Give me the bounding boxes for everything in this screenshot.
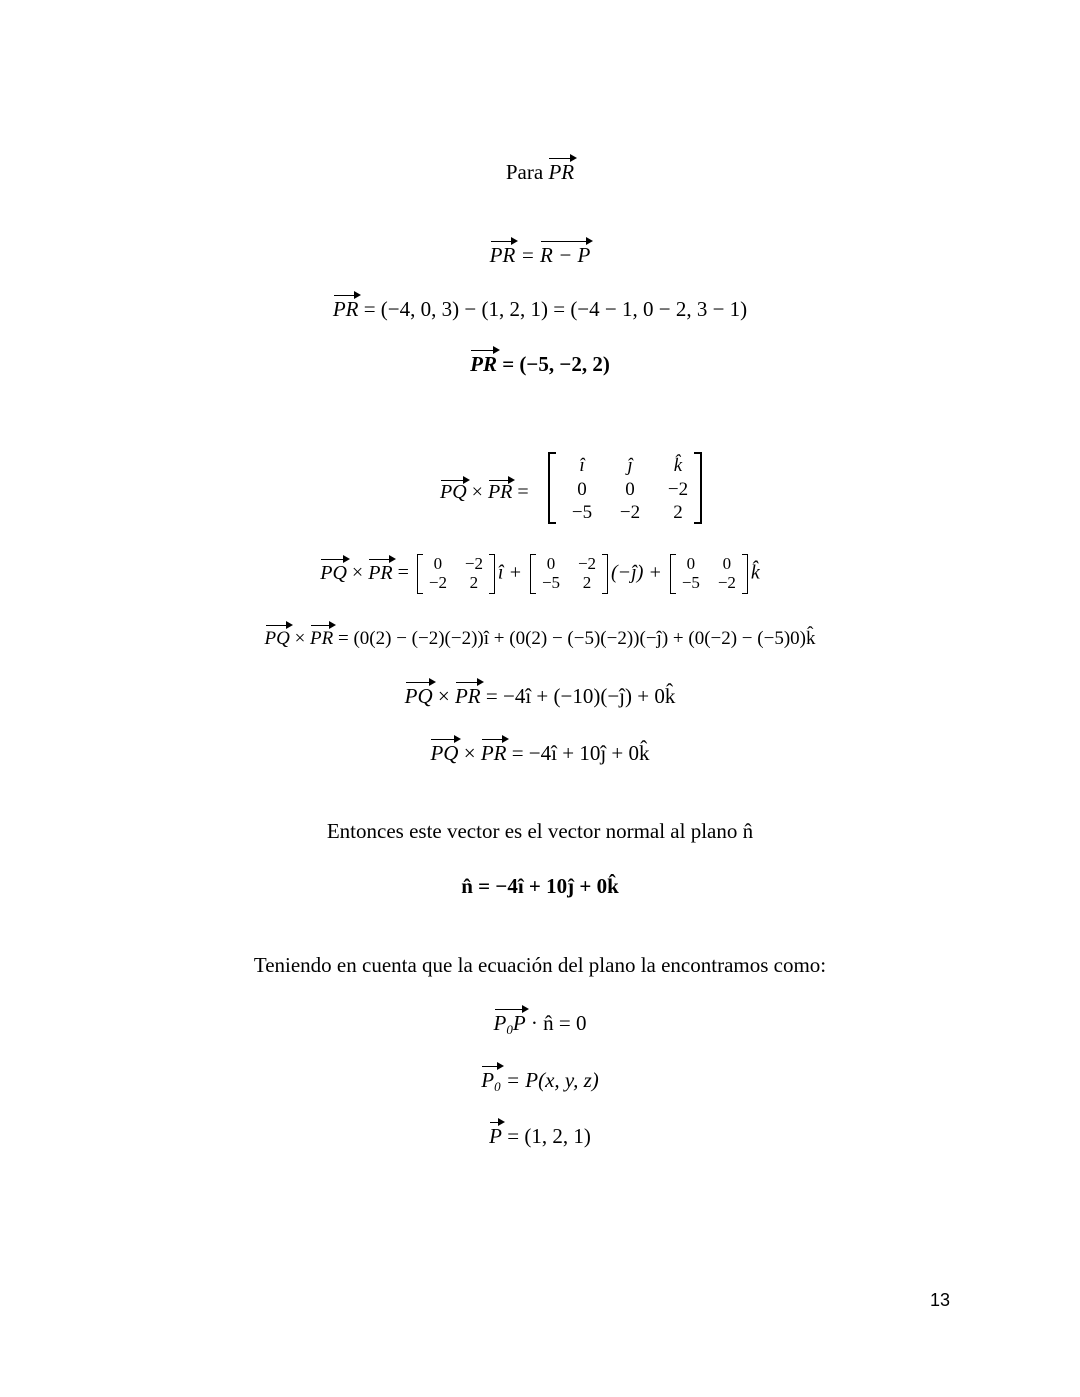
equals-sign: = [512,481,529,503]
times-sign: × [289,628,311,649]
expansion-term: (−ĵ) + [610,561,667,584]
matrix-cell: −2 [577,554,597,573]
matrix-cell: −5 [541,573,561,592]
vector-pr: PR [481,738,507,766]
vector-pr: PR [470,349,497,377]
times-sign: × [346,561,369,584]
equation-pr-computation [0,294,1080,322]
vector-pr: PR [368,558,392,586]
expansion-term: î + [497,561,527,584]
equation-cross-expanded [0,624,1080,652]
equation-pr-result [0,349,1080,377]
equation-pr-definition: PR = R − P [0,240,1080,268]
vector-pr: PR [487,481,513,503]
vector-letter: P [481,1068,495,1092]
equation-rhs: · n̂ = 0 [525,1011,587,1035]
cofactor-expansion [0,554,1080,594]
equation-rhs: = −4î + 10ĵ + 0k̂ [506,741,650,765]
times-sign: × [432,684,455,708]
matrix-cell: −2 [619,502,641,523]
vector-pr: PR [333,294,359,322]
matrix-cell: î [579,455,585,476]
matrix-cell: −2 [667,479,689,500]
matrix-cell: 0 [686,554,696,573]
vector-pr: PR [310,624,333,652]
equation-rhs: = (−5, −2, 2) [496,352,610,376]
vector-p0 [481,1065,500,1100]
normal-vector-text: Entonces este vector es el vector normal al plano n̂ [326,819,754,843]
matrix-cell: k̂ [673,455,683,476]
matrix-cell: 0 [577,479,587,500]
matrix-cell: 0 [546,554,556,573]
times-sign: × [458,741,481,765]
vector-pr: PR [490,240,516,268]
vector-pq: PQ [320,558,347,586]
expansion-term: k̂ [750,561,760,584]
vector-pq: PQ [440,481,467,503]
vector-pq: PQ [265,624,290,652]
heading-prefix: Para [505,160,549,184]
vector-pr: PR [548,157,574,185]
times-sign: × [466,481,488,503]
vector-pq: PQ [430,738,458,766]
minor-matrix-i [417,554,495,594]
minor-matrix-k [670,554,748,594]
matrix-cell: 2 [673,502,683,523]
equation-rhs: = P(x, y, z) [500,1068,599,1092]
vector-p: P [489,1121,502,1149]
subscript: 0 [506,1022,513,1037]
plane-equation [0,1008,1080,1043]
subscript: 0 [494,1079,501,1094]
vector-letter: P [512,1011,526,1035]
point-p0-equation [0,1065,1080,1100]
matrix-cell: 2 [469,573,479,592]
normal-vector-equation: n̂ = −4î + 10ĵ + 0k̂ [461,874,619,898]
equation-rhs: = (1, 2, 1) [501,1124,591,1148]
vector-r-minus-p: R − P [540,240,590,268]
vector-p0p [494,1008,526,1043]
plane-equation-text: Teniendo en cuenta que la ecuación del plano la encontramos como: [253,953,827,977]
equals-sign: = [392,561,414,584]
equation-rhs: = (0(2) − (−2)(−2))î + (0(2) − (−5)(−2))(−ĵ) + (0(−2) − (−5)0)k̂ [333,628,816,649]
determinant-matrix [548,452,702,524]
vector-letter: P [493,1011,507,1035]
matrix-cell: 0 [433,554,443,573]
section-heading [0,157,1080,185]
point-p-equation [0,1121,1080,1149]
equation-rhs: = −4î + (−10)(−ĵ) + 0k̂ [480,684,676,708]
page-number: 13 [930,1290,951,1310]
vector-pr: PR [455,681,481,709]
minor-matrix-j [530,554,608,594]
equation-rhs: = (−4, 0, 3) − (1, 2, 1) = (−4 − 1, 0 − 2, 3 − 1) [358,297,748,321]
equation-cross-simplified [0,681,1080,709]
matrix-cell: −2 [717,573,736,592]
matrix-cell: 0 [722,554,732,573]
matrix-cell: 0 [625,479,635,500]
vector-pq: PQ [405,681,433,709]
equation-cross-result [0,738,1080,766]
matrix-cell: −5 [571,502,593,523]
matrix-cell: ĵ [627,455,633,476]
matrix-cell: −2 [428,573,447,592]
matrix-cell: 2 [582,573,592,592]
matrix-cell: −2 [464,554,483,573]
matrix-cell: −5 [681,573,700,592]
